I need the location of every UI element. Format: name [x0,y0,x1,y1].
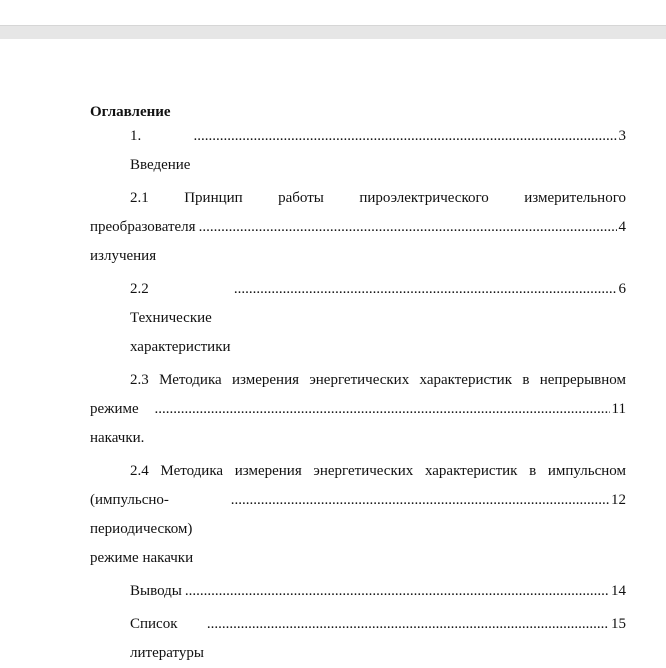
toc-entry-text-line2: режиме накачки. [90,401,145,446]
dot-leader [231,486,609,515]
toc-entry-introduction[interactable] [90,122,626,180]
toc-entry-conclusions[interactable] [90,577,626,606]
toc-page-number: 11 [611,401,626,417]
toc-entry-text-line1: 2.3 Методика измерения энергетических характеристик в непрерывном [130,372,626,388]
toc-page-number: 15 [611,616,626,632]
toc-entry-text: Список литературы [130,616,204,661]
dot-leader [154,395,609,424]
table-of-contents [90,102,626,668]
toc-entry-2-3[interactable] [90,366,626,453]
dot-leader [234,275,617,304]
toc-entry-text: Выводы [130,583,182,599]
toc-page-number: 3 [618,128,626,144]
toc-entry-text-line1: 2.4 Методика измерения энергетических характеристик в импульсном [130,463,626,479]
dot-leader [185,577,609,606]
dot-leader [193,122,616,151]
toc-entry-2-4[interactable] [90,457,626,573]
toc-entry-2-1[interactable] [90,184,626,271]
toc-entry-text: 1. Введение [130,128,191,173]
toc-entry-text-line2: преобразователя излучения [90,219,196,264]
window-top-strip [0,0,666,25]
ruler-bar [0,25,666,40]
toc-entry-text-line2: (импульсно-периодическом) режиме накачки [90,492,194,566]
toc-title: Оглавление [90,104,171,120]
toc-page-number: 6 [618,281,626,297]
toc-page-number: 4 [618,219,626,235]
toc-entry-2-2[interactable] [90,275,626,362]
dot-leader [199,213,617,242]
toc-entry-text-line1: 2.1 Принцип работы пироэлектрического измерительного [130,190,626,206]
toc-entry-references[interactable] [90,610,626,668]
dot-leader [207,610,609,639]
document-page [0,39,666,661]
toc-entry-text: 2.2 Технические характеристики [130,281,231,355]
toc-page-number: 12 [611,492,626,508]
toc-page-number: 14 [611,583,626,599]
